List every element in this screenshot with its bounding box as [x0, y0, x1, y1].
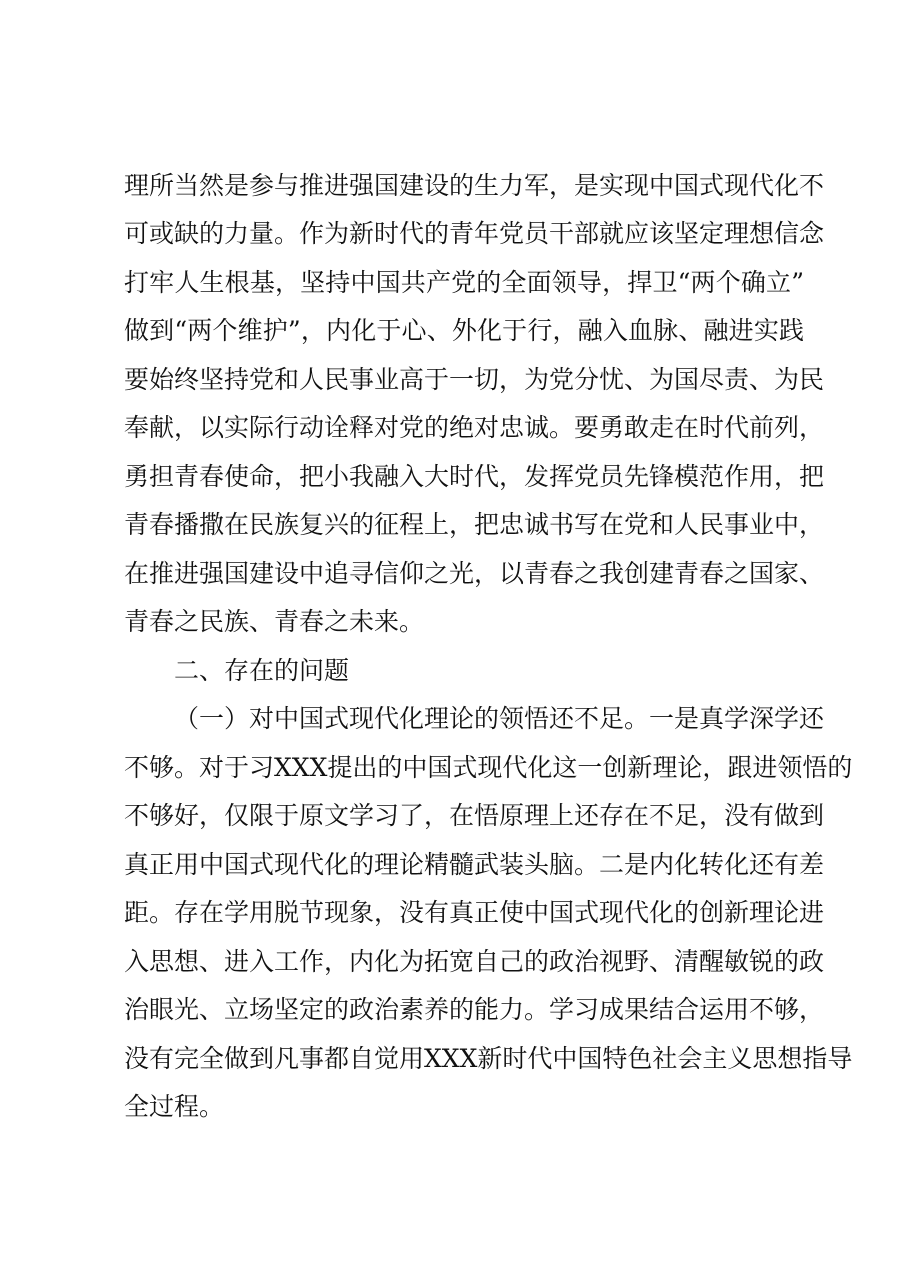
section-heading: 二、存在的问题	[174, 656, 350, 685]
paragraph-2-line-7: 治眼光、立场坚定的政治素养的能力。学习成果结合运用不够，	[124, 995, 825, 1024]
paragraph-2-line-2: 不够。对于习XXX提出的中国式现代化这一创新理论，跟进领悟的	[124, 753, 853, 782]
paragraph-1-line-6: 奉献，以实际行动诠释对党的绝对忠诚。要勇敢走在时代前列，	[124, 413, 825, 442]
paragraph-1-line-8: 青春播撒在民族复兴的征程上，把忠诚书写在党和人民事业中，	[124, 510, 825, 539]
paragraph-1-line-7: 勇担青春使命，把小我融入大时代，发挥党员先锋模范作用，把	[124, 462, 825, 491]
paragraph-2-line-8: 没有完全做到凡事都自觉用XXX新时代中国特色社会主义思想指导	[124, 1044, 853, 1073]
paragraph-1-line-5: 要始终坚持党和人民事业高于一切，为党分忧、为国尽责、为民	[124, 365, 825, 394]
paragraph-2-line-6: 入思想、进入工作，内化为拓宽自己的政治视野、清醒敏锐的政	[124, 947, 825, 976]
paragraph-2-line-1: （一）对中国式现代化理论的领悟还不足。一是真学深学还	[174, 704, 825, 733]
paragraph-1-line-1: 理所当然是参与推进强国建设的生力军，是实现中国式现代化不	[124, 171, 825, 200]
paragraph-2-line-5: 距。存在学用脱节现象，没有真正使中国式现代化的创新理论进	[124, 898, 825, 927]
paragraph-2-line-9: 全过程。	[124, 1092, 225, 1121]
paragraph-1-line-9: 在推进强国建设中追寻信仰之光，以青春之我创建青春之国家、	[124, 559, 825, 588]
paragraph-1-line-3: 打牢人生根基，坚持中国共产党的全面领导，捍卫“两个确立”	[124, 268, 804, 297]
paragraph-2-line-4: 真正用中国式现代化的理论精髓武装头脑。二是内化转化还有差	[124, 850, 825, 879]
paragraph-1-line-4: 做到“两个维护”，内化于心、外化于行，融入血脉、融进实践	[124, 316, 804, 345]
paragraph-1-line-10: 青春之民族、青春之未来。	[124, 607, 425, 636]
paragraph-1-line-2: 可或缺的力量。作为新时代的青年党员干部就应该坚定理想信念	[124, 219, 825, 248]
paragraph-2-line-3: 不够好，仅限于原文学习了，在悟原理上还存在不足，没有做到	[124, 801, 825, 830]
